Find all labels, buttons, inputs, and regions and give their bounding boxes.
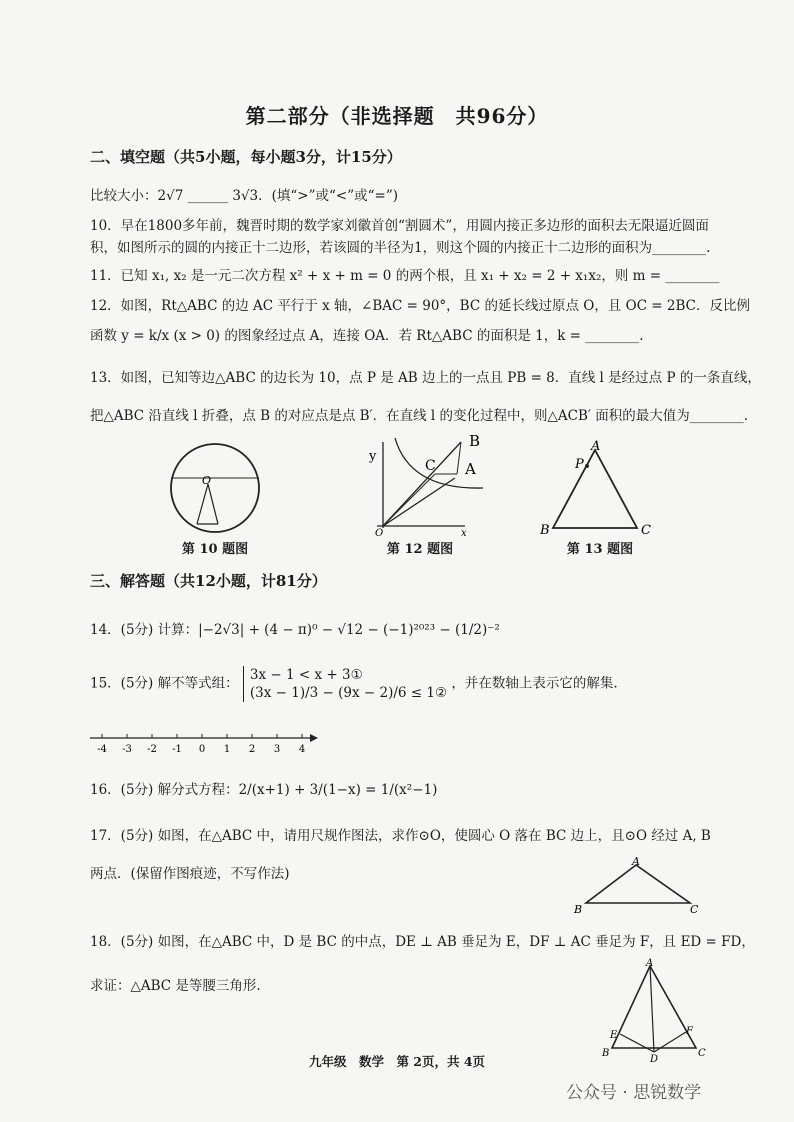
- fig13-label-b: B: [540, 523, 550, 538]
- fig12-label-origin: O: [375, 528, 384, 539]
- fig13-label-c: C: [641, 523, 651, 538]
- number-line-label: -4: [97, 744, 107, 755]
- fig17-label-b: B: [574, 903, 583, 915]
- question-13-line1: 13．如图，已知等边△ABC 的边长为 10，点 P 是 AB 边上的一点且 PB = 8．直线 l 是经过点 P 的一条直线，: [90, 370, 761, 386]
- question-17-line2: 两点．(保留作图痕迹，不写作法): [90, 866, 290, 882]
- fig12-label-a: A: [465, 460, 476, 478]
- fig18-label-d: D: [650, 1054, 659, 1064]
- page-title: 第二部分（非选择题 共96分）: [245, 104, 549, 128]
- number-line-label: -2: [147, 744, 157, 755]
- figure-17-triangle: [570, 855, 710, 915]
- number-line-label: -1: [172, 744, 182, 755]
- question-12-line1: 12．如图，Rt△ABC 的边 AC 平行于 x 轴，∠BAC = 90°，BC 的延长线过原点 O，且 OC = 2BC．反比例: [90, 298, 751, 314]
- question-11: 11．已知 x₁, x₂ 是一元二次方程 x² + x + m = 0 的两个根，且 x₁ + x₂ = 2 + x₁x₂，则 m = ________: [90, 268, 720, 284]
- question-14: 14．(5分) 计算：|−2√3| + (4 − π)⁰ − √12 − (−1)²⁰²³ − (1/2)⁻²: [90, 622, 500, 638]
- fig10-label-o: O: [202, 474, 212, 487]
- fig12-label-c: C: [425, 458, 436, 474]
- figure-10-caption: 第 10 题图: [181, 542, 249, 557]
- question-10-line2: 积，如图所示的圆的内接正十二边形，若该圆的半径为1，则这个圆的内接正十二边形的面积为________.: [90, 240, 711, 256]
- section-solution-heading: 三、解答题（共12小题，计81分）: [90, 572, 327, 590]
- question-18-line2: 求证：△ABC 是等腰三角形.: [90, 978, 261, 994]
- number-line: [88, 730, 318, 760]
- watermark: 公众号 · 思锐数学: [566, 1083, 702, 1103]
- question-10-line1: 10．早在1800多年前，魏晋时期的数学家刘徽首创“割圆术”，用圆内接正多边形的面积去无限逼近圆面: [90, 218, 709, 234]
- question-9: 比较大小：2√7 ______ 3√3．(填“>”或“<”或“=”): [90, 188, 399, 204]
- question-15-lead: 15．(5分) 解不等式组：: [90, 675, 239, 692]
- fig13-label-p: P: [575, 457, 584, 472]
- page-footer: 九年级 数学 第 2页，共 4页: [308, 1054, 486, 1069]
- fig13-label-a: A: [591, 440, 601, 454]
- inequality-2: (3x − 1)/3 − (9x − 2)/6 ≤ 1②: [249, 685, 448, 701]
- section-fill-blank-heading: 二、填空题（共5小题，每小题3分，计15分）: [90, 148, 402, 166]
- number-line-label: 2: [248, 744, 256, 755]
- inequality-1: 3x − 1 < x + 3①: [249, 667, 363, 683]
- number-line-label: 4: [298, 744, 306, 755]
- fig12-label-y: y: [369, 449, 377, 464]
- question-15: [90, 666, 618, 702]
- figure-10-circle: [160, 440, 270, 540]
- fig17-label-a: A: [632, 855, 640, 868]
- fig12-label-x: x: [461, 528, 467, 539]
- fig17-label-c: C: [690, 903, 699, 915]
- figure-13-triangle: [535, 440, 665, 540]
- fig18-label-e: E: [610, 1030, 618, 1041]
- number-line-label: -3: [122, 744, 132, 755]
- question-12-line2: 函数 y = k/x (x > 0) 的图象经过点 A，连接 OA．若 Rt△ABC 的面积是 1，k = ________.: [90, 328, 644, 344]
- number-line-label: 1: [223, 744, 231, 755]
- question-13-line2: 把△ABC 沿直线 l 折叠，点 B 的对应点是点 B′．在直线 l 的变化过程中，则△ACB′ 面积的最大值为________.: [90, 408, 749, 424]
- figure-12-graph: [365, 430, 495, 540]
- inequality-system: [243, 666, 447, 702]
- number-line-label: 0: [198, 744, 206, 755]
- fig18-label-b: B: [602, 1048, 610, 1059]
- question-17-line1: 17．(5分) 如图，在△ABC 中，请用尺规作图法，求作⊙O，使圆心 O 落在 BC 边上，且⊙O 经过 A, B: [90, 828, 711, 844]
- question-18-line1: 18．(5分) 如图，在△ABC 中，D 是 BC 的中点，DE ⊥ AB 垂足为 E，DF ⊥ AC 垂足为 F，且 ED = FD，: [90, 934, 755, 950]
- fig12-label-b: B: [469, 432, 481, 450]
- fig18-label-f: F: [686, 1026, 693, 1037]
- question-15-tail: ，并在数轴上表示它的解集.: [451, 675, 618, 692]
- question-16: 16．(5分) 解分式方程：2/(x+1) + 3/(1−x) = 1/(x²−1): [90, 782, 438, 798]
- fig18-label-a: A: [646, 958, 654, 969]
- figure-13-caption: 第 13 题图: [566, 542, 634, 557]
- figure-12-caption: 第 12 题图: [386, 542, 454, 557]
- figure-18-triangle: [598, 958, 714, 1064]
- fig18-label-c: C: [698, 1048, 706, 1059]
- number-line-label: 3: [273, 744, 281, 755]
